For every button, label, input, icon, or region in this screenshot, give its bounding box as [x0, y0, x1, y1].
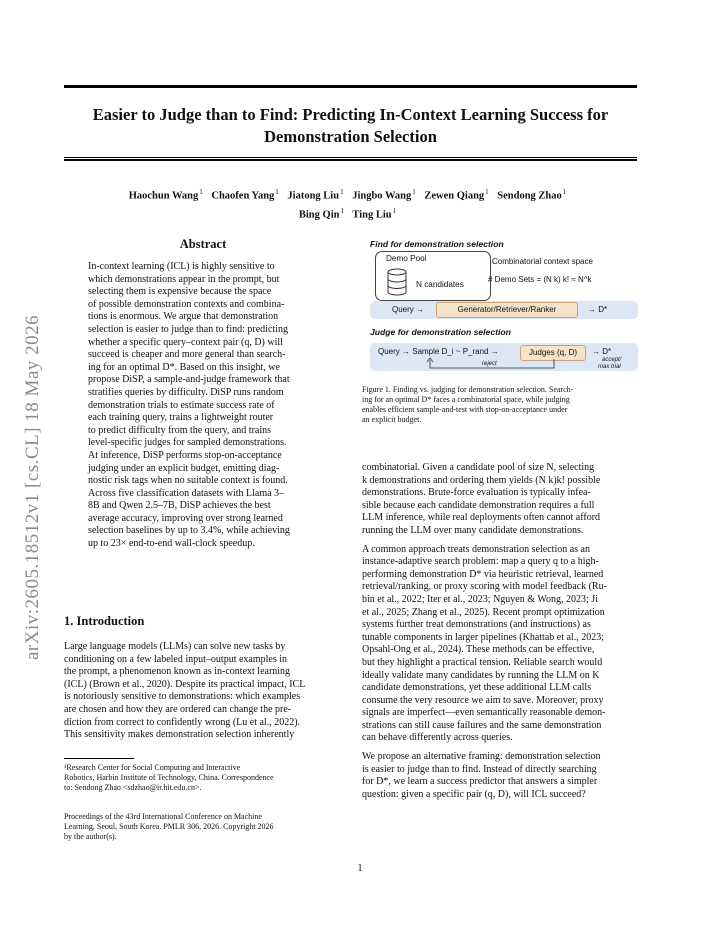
- abstract-line: stratifies queries by difficulty. DiSP runs random: [88, 386, 284, 398]
- author-affiliation: 1: [340, 206, 344, 215]
- intro-line: can behave differently across queries.: [362, 732, 513, 744]
- intro-line: is notoriously sensitive to demonstrations: which examples: [64, 691, 301, 703]
- intro-line: question: given a specific pair (q, D), will ICL succeed?: [362, 788, 586, 800]
- intro-left-column: [64, 641, 344, 742]
- judge-heading: Judge for demonstration selection: [370, 327, 511, 337]
- caption-line: enables efficient sample-and-test with stop-on-acceptance under: [362, 405, 568, 414]
- abstract-line: propose DiSP, a sample-and-judge framework that: [88, 374, 290, 386]
- figure-caption: [362, 385, 640, 425]
- find-heading: Find for demonstration selection: [370, 239, 504, 249]
- footnote-line: to: Sendong Zhao <sdzhao@ir.hit.edu.cn>.: [64, 783, 202, 792]
- author-affiliation: 1: [199, 188, 203, 196]
- top-rule-thin: [64, 87, 637, 88]
- demo-sets-formula: # Demo Sets = (N k) k! ≈ N^k: [488, 275, 592, 284]
- intro-line: but they highlight a practical tension. Reliable search would: [362, 656, 603, 668]
- author-affiliation: 1: [275, 188, 279, 196]
- intro-line: candidate demonstrations, yet these additional LLM calls: [362, 682, 592, 694]
- demo-pool-box: [375, 251, 491, 301]
- intro-line: combinatorial. Given a candidate pool of size N, selecting: [362, 462, 595, 473]
- arxiv-stamp: [22, 260, 46, 660]
- title-bottom-rule-thick: [64, 159, 637, 161]
- query-sample-label: Query → Sample D_i ~ P_rand →: [378, 347, 499, 356]
- abstract-heading: Abstract: [179, 237, 227, 251]
- author-name: Sendong Zhao: [497, 190, 562, 202]
- abstract-line: average accuracy, improving over strong learned: [88, 512, 283, 524]
- proceedings-line: Learning, Seoul, South Korea. PMLR 306, 2026. Copyright 2026: [64, 822, 274, 831]
- author-name: Zewen Qiang: [424, 190, 485, 202]
- abstract-line: level-specific judges for sampled demonstrations.: [88, 437, 287, 449]
- intro-line: (ICL) (Brown et al., 2020). Despite its practical impact, ICL: [64, 678, 306, 690]
- author-name: Jingbo Wang: [352, 190, 412, 202]
- intro-line: strations can still cause failures and the same demonstration: [362, 719, 602, 731]
- abstract-line: nostic risk tags when no suitable context is found.: [88, 475, 288, 487]
- intro-line: sible because each candidate demonstration requires a full: [362, 499, 595, 511]
- author-affiliation: 1: [485, 188, 489, 196]
- demo-pool-label: Demo Pool: [386, 254, 427, 263]
- intro-line: performing demonstration D* via heuristic retrieval, learned: [362, 568, 604, 580]
- candidates-label: N candidates: [416, 280, 464, 289]
- abstract-line: each training query, trains a lightweight router: [88, 412, 274, 424]
- abstract-line: In-context learning (ICL) is highly sensitive to: [88, 261, 275, 272]
- intro-line: bin et al., 2022; Iter et al., 2023; Nguyen & Wong, 2023; Ji: [362, 593, 598, 605]
- max-trial-label: max trial: [598, 364, 621, 370]
- footnote: [64, 763, 344, 793]
- footnote-line: ¹Research Center for Social Computing and Interactive: [64, 763, 241, 772]
- intro-line: instance-adaptive search problem: map a query q to a high-: [362, 556, 599, 568]
- footnote-rule: [64, 758, 134, 759]
- intro-right-column: [362, 462, 640, 801]
- abstract-line: judging under an explicit budget, emitting diag-: [88, 462, 280, 474]
- abstract-line: Across five classification datasets with Llama 3–: [88, 487, 285, 499]
- proceedings-note: [64, 812, 344, 842]
- intro-line: the prompt, a phenomenon known as in-context learning: [64, 666, 291, 678]
- d-star-judge: → D*: [592, 347, 612, 356]
- intro-line: diction from correct to confidently wrong (Lu et al., 2022).: [64, 716, 301, 728]
- intro-line: ideally validate many candidates by running the LLM on K: [362, 669, 600, 681]
- reject-label: reject: [482, 361, 497, 367]
- abstract-line: ing for an optimal D*. Based on this insight, we: [88, 361, 280, 373]
- author-list: [64, 185, 637, 222]
- intro-line: This sensitivity makes demonstration selection inherently: [64, 729, 295, 741]
- caption-line: an explicit budget.: [362, 415, 422, 424]
- abstract-line: selection is easier to judge than to find: predicting: [88, 323, 288, 335]
- author-affiliation: 1: [392, 206, 397, 215]
- author-name: Haochun Wang: [128, 190, 199, 202]
- generator-box: Generator/Retriever/Ranker: [436, 302, 578, 318]
- abstract-line: tions is enormous. We argue that demonstration: [88, 311, 279, 323]
- author-name: Ting Liu: [352, 209, 392, 220]
- intro-line: LLM inference, while real deployments often cannot afford: [362, 512, 601, 524]
- title-line-2: Demonstration Selection: [264, 127, 437, 146]
- author-affiliation: 1: [340, 188, 344, 196]
- intro-line: consume the very resource we aim to save. Moreover, proxy: [362, 694, 604, 706]
- page-number: 1: [357, 863, 363, 874]
- abstract-line: succeed is cheaper and more general than search-: [88, 349, 286, 361]
- author-line-1: [64, 185, 637, 204]
- proceedings-line: Proceedings of the 43rd International Conference on Machine: [64, 812, 262, 821]
- intro-line: Large language models (LLMs) can solve new tasks by: [64, 641, 286, 652]
- abstract-line: to predict difficulty from the query, and trains: [88, 424, 272, 436]
- intro-line: tunable components in larger pipelines (Khattab et al., 2023;: [362, 631, 604, 643]
- intro-line: Opsahl-Ong et al., 2024). These methods can be effective,: [362, 644, 595, 656]
- intro-line: demonstrations. Brute-force evaluation is typically infea-: [362, 487, 591, 499]
- d-star-find: → D*: [588, 305, 608, 314]
- caption-line: ing for an optimal D* faces a combinatorial space, while judging: [362, 395, 570, 404]
- author-affiliation: 1: [412, 188, 416, 196]
- abstract-body: [88, 261, 318, 551]
- intro-line: systems further treat demonstrations (and instructions) as: [362, 619, 591, 631]
- title-bottom-rule: [64, 157, 637, 158]
- combinatorial-label: Combinatorial context space: [492, 257, 593, 266]
- author-name: Jiatong Liu: [287, 190, 340, 202]
- abstract-line: At inference, DiSP performs stop-on-acceptance: [88, 449, 282, 461]
- intro-line: A common approach treats demonstration selection as an: [362, 543, 590, 555]
- caption-line: Figure 1. Finding vs. judging for demonstration selection. Search-: [362, 385, 574, 394]
- intro-heading: 1. Introduction: [64, 614, 145, 628]
- intro-line: retrieval/ranking, or proxy scoring with model feedback (Ru-: [362, 581, 607, 593]
- intro-line: for D*, we learn a success predictor that answers a simpler: [362, 776, 598, 788]
- judges-box: Judges (q, D): [520, 345, 586, 361]
- intro-line: conditioning on a few labeled input–output examples in: [64, 653, 288, 665]
- author-name: Bing Qin: [298, 209, 340, 220]
- database-icon: [386, 268, 408, 296]
- abstract-line: of possible demonstration contexts and combina-: [88, 298, 285, 310]
- intro-line: are chosen and how they are ordered can change the pre-: [64, 703, 292, 715]
- arxiv-id: arXiv:2605.18512v1 [cs.CL] 18 May 2026: [22, 314, 43, 660]
- abstract-line: selection baselines by up to 3.4%, while achieving: [88, 525, 290, 537]
- abstract-line: 8B and Qwen 2.5–7B, DiSP achieves the best: [88, 500, 271, 512]
- proceedings-line: by the author(s).: [64, 832, 117, 841]
- author-line-2: [64, 204, 637, 223]
- intro-line: signals are imperfect—even semantically reasonable demon-: [362, 707, 606, 719]
- intro-line: k demonstrations and ordering them yields (N k)k! possible: [362, 474, 601, 486]
- abstract-line: selecting them is expensive because the space: [88, 286, 272, 298]
- intro-line: We propose an alternative framing: demonstration selection: [362, 751, 601, 763]
- abstract-line: which demonstrations appear in the prompt, but: [88, 273, 280, 285]
- intro-line: et al., 2025; Zhang et al., 2025). Recent prompt optimization: [362, 606, 605, 618]
- title-line-1: Easier to Judge than to Find: Predicting In-Context Learning Success for: [92, 105, 609, 124]
- intro-line: is easier to judge than to find. Instead of directly searching: [362, 763, 597, 775]
- abstract-line: whether a specific query–context pair (q, D) will: [88, 336, 283, 348]
- footnote-line: Robotics, Harbin Institute of Technology, China. Correspondence: [64, 773, 274, 782]
- abstract-line: up to 23× end-to-end wall-clock speedup.: [88, 538, 255, 550]
- abstract-line: demonstration trials to estimate success rate of: [88, 399, 275, 411]
- intro-line: running the LLM over many candidate demonstrations.: [362, 524, 584, 536]
- paper-title: [64, 104, 637, 148]
- author-affiliation: 1: [562, 188, 567, 196]
- accept-label: accept/: [602, 357, 622, 363]
- author-name: Chaofen Yang: [211, 190, 275, 202]
- query-label-find: Query →: [392, 305, 425, 314]
